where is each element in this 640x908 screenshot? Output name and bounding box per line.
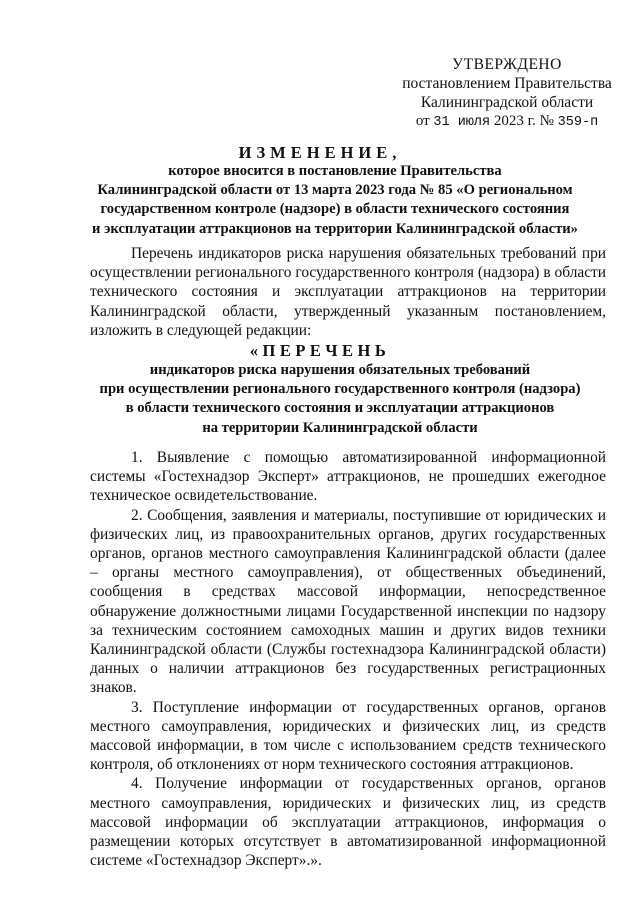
change-subtitle-line: Калининградской области от 13 марта 2023 года № 85 «О региональном: [97, 182, 573, 199]
approval-date-year: 2023 г. №: [493, 113, 554, 129]
approval-date-line: [402, 112, 612, 132]
change-subtitle: [70, 162, 600, 239]
intro-paragraph: Перечень индикаторов риска нарушения обязательных требований при осуществлении регионального государственного контроля (надзора) в области технического состояния и эксплуатации аттракционов на территории Калининградской области, утвержденный указанным постановлением, изложить в следующей редакции:: [90, 245, 606, 339]
approval-line-1: постановлением Правительства: [402, 75, 612, 92]
change-title: ИЗМЕНЕНИЕ,: [238, 143, 402, 162]
approval-line-2: Калининградской области: [420, 94, 594, 111]
change-subtitle-line: государственном контроле (надзоре) в области технического состояния: [100, 201, 570, 218]
list-subtitle-line: в области технического состояния и эксплуатации аттракционов: [125, 400, 555, 417]
approval-title: УТВЕРЖДЕНО: [452, 56, 562, 73]
approval-stamp: [402, 55, 612, 132]
list-subtitle-line: при осуществлении регионального государственного контроля (надзора): [99, 381, 581, 398]
list-item: 1. Выявление с помощью автоматизированной информационной системы «Гостехнадзор Эксперт» аттракционов, не прошедших ежегодное техническое освидетельствование.: [90, 449, 606, 505]
change-subtitle-line: которое вносится в постановление Правительства: [168, 163, 502, 179]
list-subtitle-line: на территории Калининградской области: [202, 419, 478, 436]
approval-date-value: 31 июля: [433, 115, 491, 130]
list-title: «ПЕРЕЧЕНЬ: [249, 341, 391, 360]
approval-date-prefix: от: [415, 113, 430, 129]
list-item: 3. Поступление информации от государственных органов, органов местного самоуправления, юридических и физических лиц, из средств массовой информации, в том числе с использованием средств технического контроля, об отклонениях от норм технического состояния аттракционов.: [90, 698, 606, 774]
indicator-list: [90, 448, 606, 870]
approval-number: 359-п: [557, 115, 599, 130]
list-subtitle-line: индикаторов риска нарушения обязательных требований: [149, 362, 531, 378]
list-subtitle: [80, 361, 600, 438]
list-item: 2. Сообщения, заявления и материалы, поступившие от юридических и физических лиц, из правоохранительных органов, других государственных органов, органов местного самоуправления Калининградской области (далее – органы местного самоуправления), от общественных объединений, сообщения в средствах массовой информации, непосредственное обнаружение должностными лицами Государственной инспекции по надзору за техническим состоянием самоходных машин и других видов техники Калининградской области (Службы гостехнадзора Калининградской области) данных о наличии аттракционов без государственных регистрационных знаков.: [90, 506, 606, 697]
list-item: 4. Получение информации от государственных органов, органов местного самоуправления, юридических и физических лиц, из средств массовой информации об эксплуатации аттракционов, информация о размещении которых отсутствует в автоматизированной информационной системе «Гостехнадзор Эксперт».».: [90, 775, 606, 870]
change-subtitle-line: и эксплуатации аттракционов на территории Калининградской области»: [92, 220, 578, 237]
